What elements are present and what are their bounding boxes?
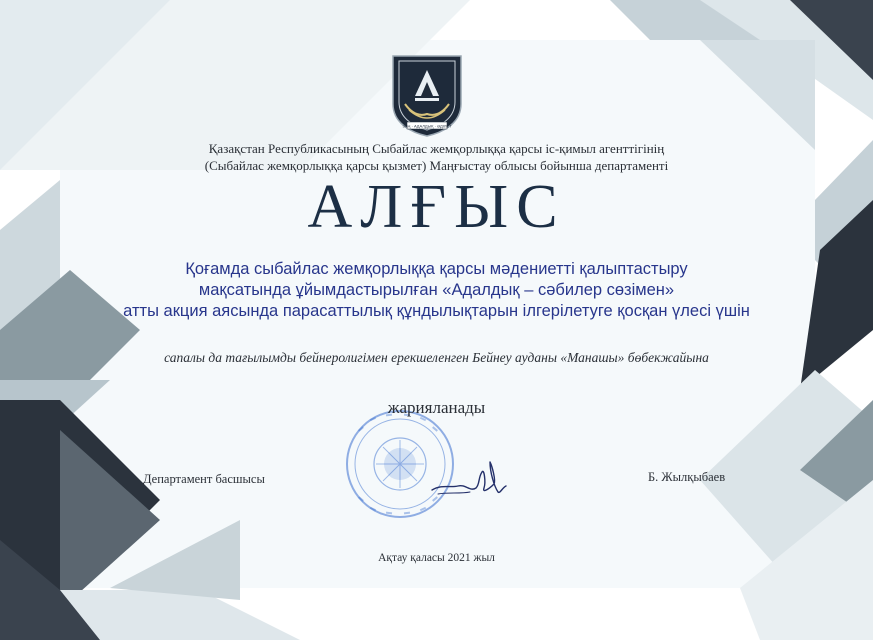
signer-name: Б. Жылқыбаев — [648, 470, 726, 484]
reason-line-2: мақсатында ұйымдастырылған «Адалдық – сәбилер сөзімен» — [198, 281, 675, 299]
reason-line-1: Қоғамда сыбайлас жемқорлыққа қарсы мәдениетті қалыптастыру — [185, 260, 688, 278]
announcement-word: жарияланады — [387, 398, 486, 417]
issuer-line-2: (Сыбайлас жемқорлыққа қарсы қызмет) Маңғыстау облысы бойынша департаменті — [204, 158, 669, 173]
certificate-title: АЛҒЫС — [307, 173, 566, 241]
reason-line-3: атты акция аясында парасаттылық құндылықтарын ілгерілетуге қосқан үлесі үшін — [123, 302, 750, 320]
issuer-line-1: Қазақстан Республикасының Сыбайлас жемқорлыққа қарсы іс-қимыл агенттігінің — [208, 141, 665, 156]
signature-icon — [430, 458, 508, 500]
svg-text:ЗАҢ · АДАЛДЫҚ · ӘДІЛЕТ: ЗАҢ · АДАЛДЫҚ · ӘДІЛЕТ — [402, 123, 452, 129]
department-head-label: Департамент басшысы — [143, 472, 265, 486]
agency-emblem-icon — [387, 52, 467, 138]
place-and-year: Ақтау қаласы 2021 жыл — [378, 552, 495, 564]
recipient-line: сапалы да тағылымды бейнеролигімен ерекшеленген Бейнеу ауданы «Манашы» бөбекжайына — [164, 350, 709, 365]
